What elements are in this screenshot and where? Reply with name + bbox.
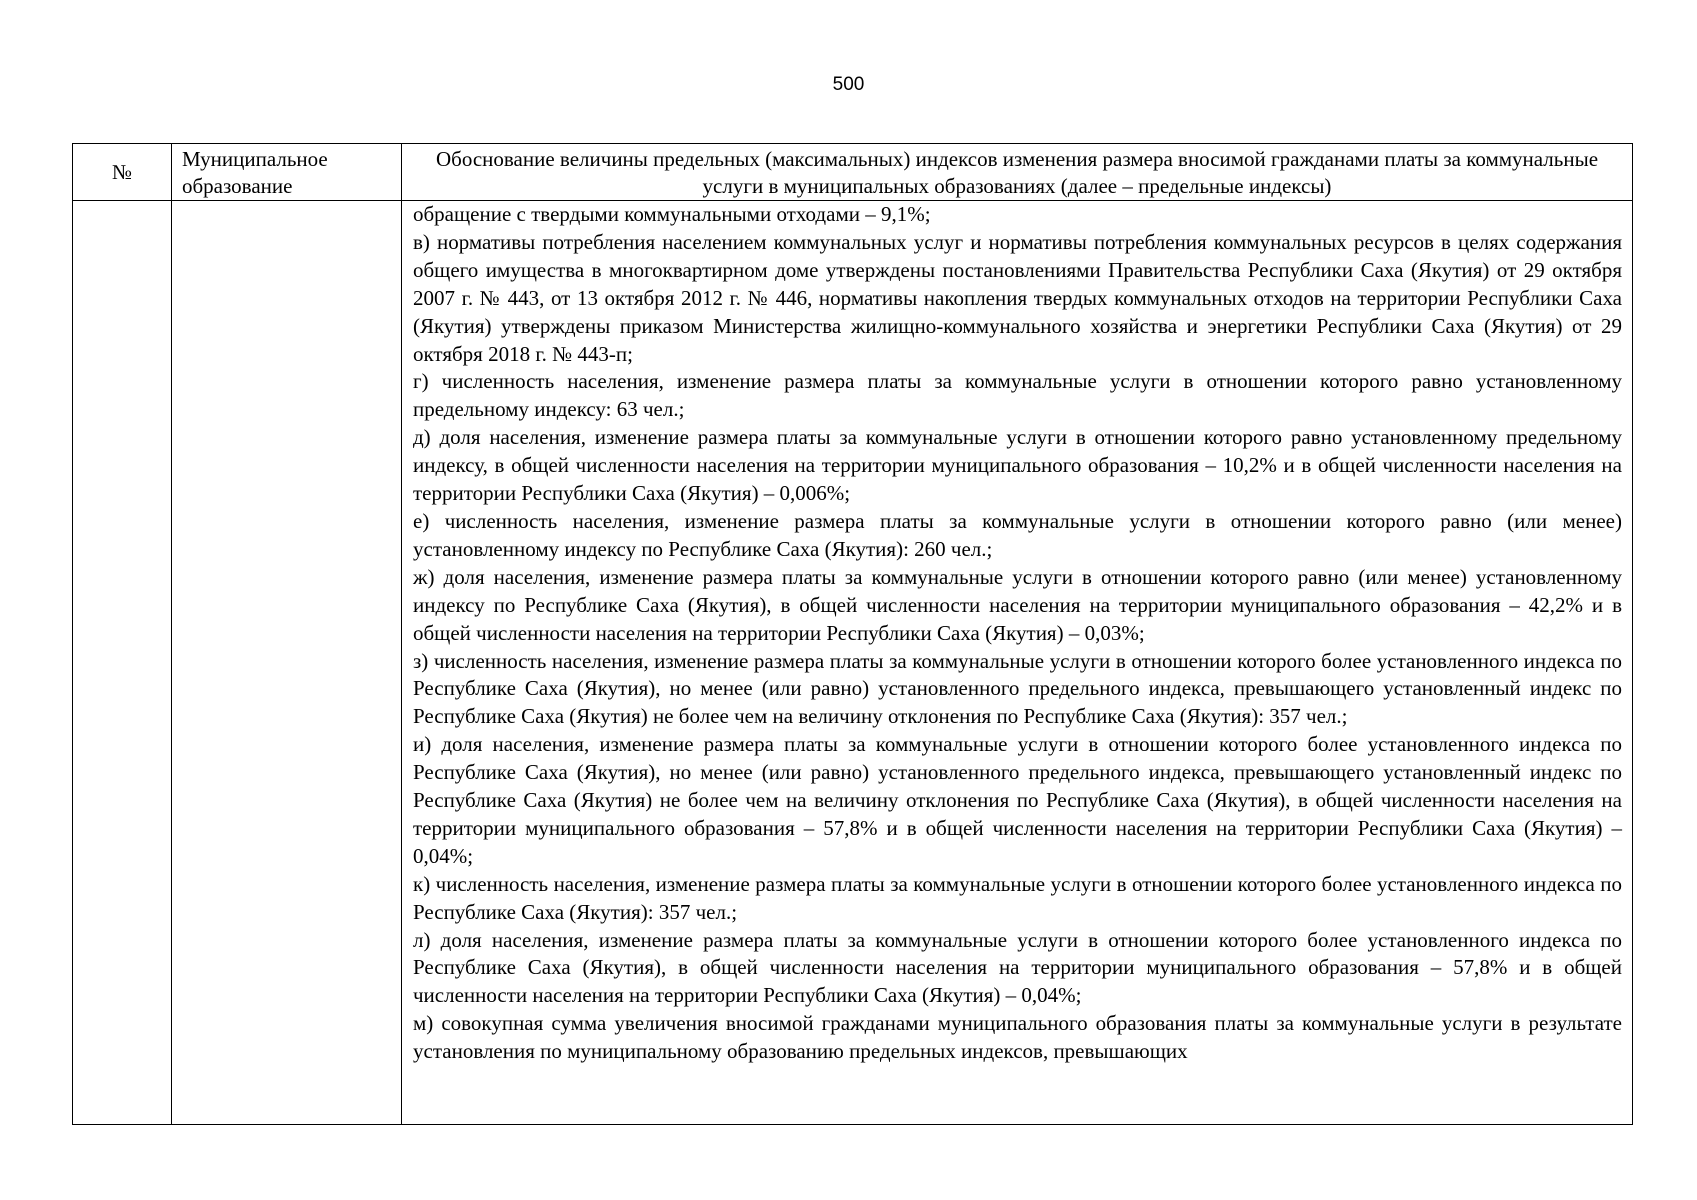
justification-table [72, 143, 1633, 1125]
row-justification-cell [402, 201, 1633, 1125]
justification-paragraph: л) доля населения, изменение размера платы за коммунальные услуги в отношении которого более установленного индекса по Республике Саха (Якутия), в общей численности населения на территории муниципального образования – 57,8% и в общей численности населения на территории Республики Саха (Якутия) – 0,04%; [413, 927, 1622, 1008]
justification-paragraph: в) нормативы потребления населением коммунальных услуг и нормативы потребления коммунальных ресурсов в целях содержания общего имущества в многоквартирном доме утверждены постановлениями Правительства Республики Саха (Якутия) от 29 октября 2007 г. № 443, от 13 октября 2012 г. № 446, нормативы накопления твердых коммунальных отходов на территории Республики Саха (Якутия) утверждены приказом Министерства жилищно-коммунального хозяйства и энергетики Республики Саха (Якутия) от 29 октября 2018 г. № 443-п; [413, 229, 1622, 366]
row-number-cell [73, 201, 172, 1125]
justification-paragraph: к) численность населения, изменение размера платы за коммунальные услуги в отношении которого более установленного индекса по Республике Саха (Якутия): 357 чел.; [413, 871, 1622, 924]
justification-paragraph: ж) доля населения, изменение размера платы за коммунальные услуги в отношении которого равно (или менее) установленному индексу по Республике Саха (Якутия), в общей численности населения на территории муниципального образования – 42,2% и в общей численности населения на территории Республики Саха (Якутия) – 0,03%; [413, 564, 1622, 645]
header-number: № [73, 144, 172, 201]
justification-paragraph: и) доля населения, изменение размера платы за коммунальные услуги в отношении которого более установленного индекса по Республике Саха (Якутия), но менее (или равно) установленного предельного индекса, превышающего установленный индекс по Республике Саха (Якутия) не более чем на величину отклонения по Республике Саха (Якутия), в общей численности населения на территории муниципального образования – 57,8% и в общей численности населения на территории Республики Саха (Якутия) – 0,04%; [413, 732, 1622, 868]
justification-paragraph: м) совокупная сумма увеличения вносимой гражданами муниципального образования платы за коммунальные услуги в результате установления по муниципальному образованию предельных индексов, превышающих [413, 1011, 1622, 1064]
justification-paragraph: д) доля населения, изменение размера платы за коммунальные услуги в отношении которого равно установленному предельному индексу, в общей численности населения на территории муниципального образования – 10,2% и в общей численности населения на территории Республики Саха (Якутия) – 0,006%; [413, 425, 1622, 506]
table-row [73, 201, 1633, 1125]
page-number: 500 [832, 74, 865, 95]
justification-paragraph: г) численность населения, изменение размера платы за коммунальные услуги в отношении которого равно установленному предельному индексу: 63 чел.; [413, 369, 1622, 422]
justification-paragraph: з) численность населения, изменение размера платы за коммунальные услуги в отношении которого более установленного индекса по Республике Саха (Якутия), но менее (или равно) установленного предельного индекса, превышающего установленный индекс по Республике Саха (Якутия) не более чем на величину отклонения по Республике Саха (Якутия): 357 чел.; [413, 648, 1622, 729]
justification-paragraph: е) численность населения, изменение размера платы за коммунальные услуги в отношении которого равно (или менее) установленному индексу по Республике Саха (Якутия): 260 чел.; [413, 508, 1622, 561]
header-justification: Обоснование величины предельных (максимальных) индексов изменения размера вносимой гражданами платы за коммунальные услуги в муниципальных образованиях (далее – предельные индексы) [402, 144, 1633, 201]
table-header-row [73, 144, 1633, 201]
justification-paragraph: обращение с твердыми коммунальными отходами – 9,1%; [413, 202, 931, 226]
header-municipality: Муниципальное образование [172, 144, 402, 201]
row-municipality-cell [172, 201, 402, 1125]
